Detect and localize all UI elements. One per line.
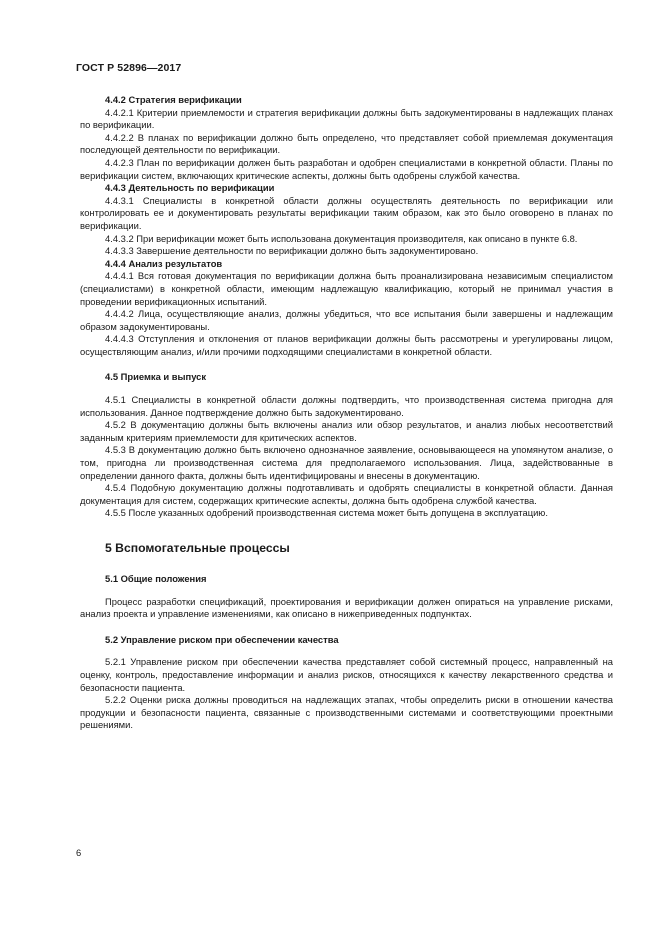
paragraph: 5.2.1 Управление риском при обеспечении качества представляет собой системный процесс, направленный на оценку, контроль, предоставление информации и анализ рисков, относящихся к качеству лекарственного средства и безопасности пациента. [80,656,613,693]
paragraph: 4.5.2 В документацию должны быть включены анализ или обзор результатов, и анализ любых несоответствий заданным критериям приемлемости для критических аспектов. [80,419,613,443]
paragraph: 4.5.1 Специалисты в конкретной области должны подтвердить, что производственная система пригодна для использования. Данное подтверждение должно быть задокументировано. [80,394,613,418]
clause-heading: 4.4.3 Деятельность по верификации [105,182,275,194]
paragraph: 4.4.4.1 Вся готовая документация по верификации должна быть проанализирована независимым специалистом (специалистами) в конкретной области, имеющим надлежащую квалификацию, который не принимал участия в проведении верификационных испытаний. [80,270,613,307]
paragraph: 5.2.2 Оценки риска должны проводиться на надлежащих этапах, чтобы определить риски в отношении качества продукции и безопасности пациента, связанные с производственными системами и соответствующими проектными решениями. [80,694,613,731]
paragraph: 4.4.2.3 План по верификации должен быть разработан и одобрен специалистами в конкретной области. Планы по верификации систем, включающих критические аспекты, должны быть одобрены службой качества. [80,156,613,181]
paragraph: 4.4.3.3 Завершение деятельности по верификации должно быть задокументировано. [105,245,479,257]
document-body [80,94,613,732]
paragraph: 4.5.4 Подобную документацию должны подготавливать и одобрять специалисты в конкретной области. Данная документация для систем, содержащих критические аспекты, должна быть одобрена службой качества. [80,482,613,506]
paragraph: 4.5.3 В документацию должно быть включено однозначное заявление, основывающееся на упомянутом анализе, о том, пригодна ли производственная система для предполагаемого использования. Лица, задействованные в определении данного факта, должны быть идентифицированы и внесены в документацию. [80,444,613,481]
document-header: ГОСТ Р 52896—2017 [76,62,182,74]
paragraph: Процесс разработки спецификаций, проектирования и верификации должен опираться на управление рисками, анализ проекта и управление изменениями, как описано в нижеприведенных подпунктах. [80,595,613,620]
page-number: 6 [76,847,82,858]
paragraph: 4.4.4.2 Лица, осуществляющие анализ, должны убедиться, что все испытания были завершены и надлежащим образом задокументированы. [80,308,613,332]
clause-heading: 4.4.2 Стратегия верификации [105,94,242,105]
paragraph: 4.4.2.1 Критерии приемлемости и стратегия верификации должны быть задокументированы в надлежащих планах по верификации. [80,106,613,131]
paragraph: 4.5.5 После указанных одобрений производственная система может быть допущена в эксплуатацию. [105,507,548,519]
paragraph: 4.4.4.3 Отступления и отклонения от планов верификации должны быть рассмотрены и урегулированы лицом, осуществляющим анализ, и/или прочими подходящими специалистами в конкретной области. [80,333,613,357]
subsection-heading: 5.2 Управление риском при обеспечении качества [105,633,339,645]
paragraph: 4.4.3.1 Специалисты в конкретной области должны осуществлять деятельность по верификации или контролировать ее и документировать результаты верификации таким образом, как это было оговорено в планах по верификации. [80,194,613,231]
clause-heading: 4.4.4 Анализ результатов [105,257,223,269]
paragraph: 4.4.3.2 При верификации может быть использована документация производителя, как описано в пункте 6.8. [105,232,578,244]
paragraph: 4.4.2.2 В планах по верификации должно быть определено, что представляет собой приемлемая документация последующей деятельности по верификации. [80,131,613,156]
section-heading: 5 Вспомогательные процессы [105,541,290,555]
subsection-heading: 4.5 Приемка и выпуск [105,371,207,383]
subsection-heading: 5.1 Общие положения [105,573,207,584]
